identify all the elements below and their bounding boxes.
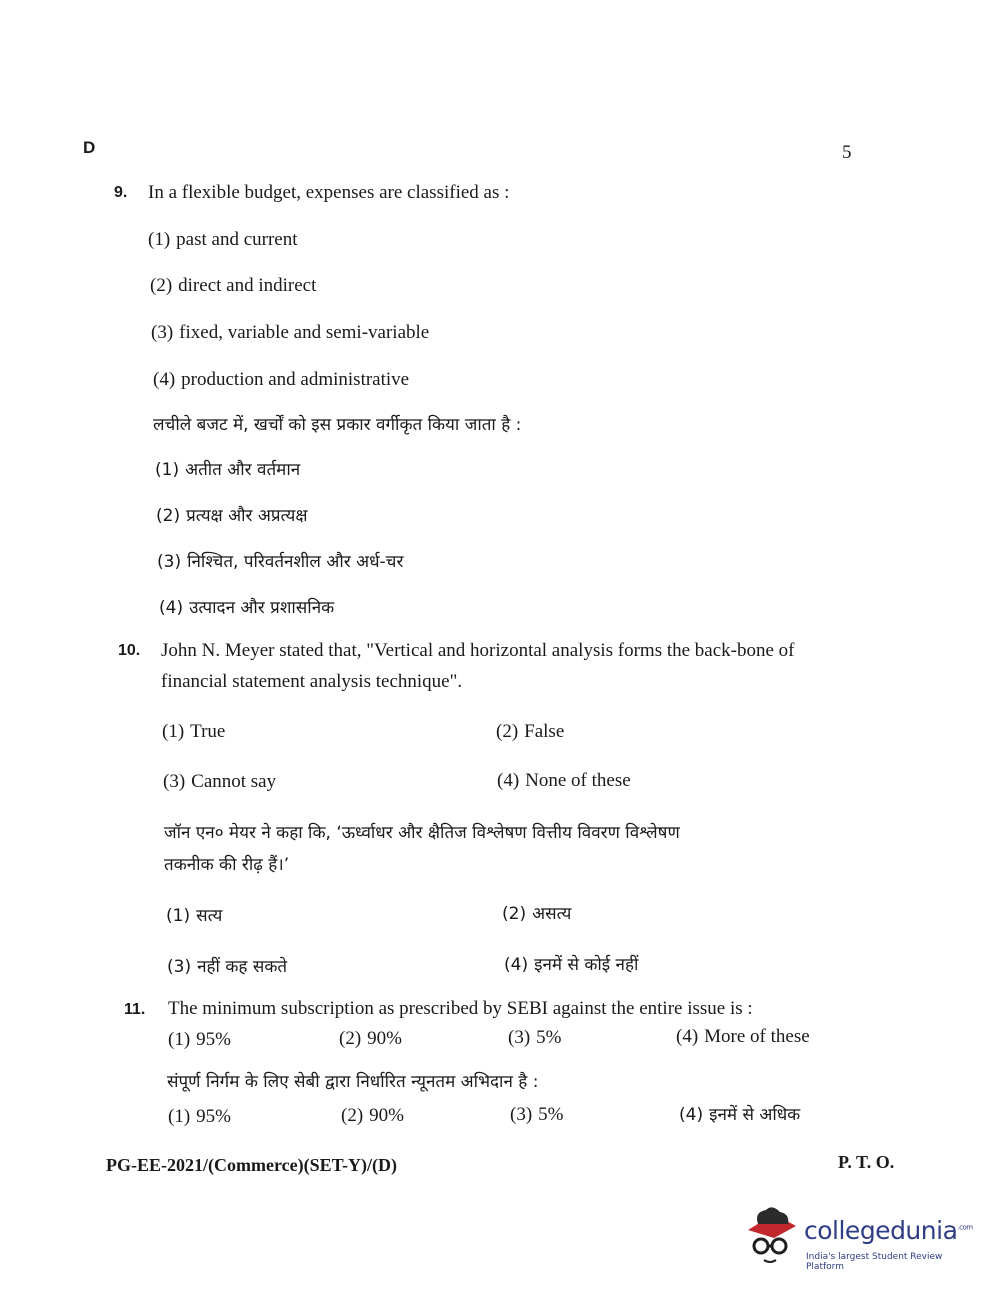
option-hi: (2) 90% (341, 1105, 404, 1126)
option-en: (1) 95% (168, 1029, 231, 1050)
question-text-hi: संपूर्ण निर्गम के लिए सेबी द्वारा निर्धारित न्यूनतम अभिदान है : (167, 1072, 539, 1092)
question-text-en-line1: John N. Meyer stated that, "Vertical and horizontal analysis forms the back-bone of (161, 640, 795, 661)
question-text-en: The minimum subscription as prescribed by SEBI against the entire issue is : (168, 998, 753, 1019)
option-en: (3) fixed, variable and semi-variable (151, 322, 430, 343)
option-hi: (1) सत्य (166, 906, 223, 926)
option-hi: (1) 95% (168, 1106, 231, 1127)
page-number: 5 (842, 142, 852, 163)
question-number: 10. (118, 642, 141, 659)
option-hi: (1) अतीत और वर्तमान (155, 460, 301, 480)
option-en: (2) 90% (339, 1028, 402, 1049)
question-text-hi: लचीले बजट में, खर्चों को इस प्रकार वर्गीकृत किया जाता है : (153, 415, 522, 435)
set-letter: D (83, 138, 96, 157)
option-hi: (3) निश्चित, परिवर्तनशील और अर्ध-चर (157, 552, 404, 572)
mascot-icon (744, 1204, 802, 1268)
option-hi: (4) इनमें से अधिक (679, 1105, 801, 1125)
option-hi: (3) नहीं कह सकते (167, 957, 288, 977)
option-hi: (2) असत्य (502, 904, 572, 924)
option-en: (3) Cannot say (163, 771, 277, 792)
option-en: (4) More of these (676, 1026, 810, 1047)
question-text-hi-line2: तकनीक की रीढ़ हैं।’ (164, 855, 290, 875)
option-en: (4) production and administrative (153, 369, 410, 390)
question-number: 9. (114, 184, 128, 201)
option-en: (2) direct and indirect (150, 275, 317, 296)
option-en: (3) 5% (508, 1027, 562, 1048)
option-hi: (4) इनमें से कोई नहीं (504, 955, 639, 975)
collegedunia-logo (744, 1204, 974, 1276)
option-en: (1) past and current (148, 229, 298, 250)
option-hi: (2) प्रत्यक्ष और अप्रत्यक्ष (156, 506, 308, 526)
question-text-en: In a flexible budget, expenses are classified as : (148, 182, 510, 203)
question-text-hi-line1: जॉन एन० मेयर ने कहा कि, ‘ऊर्ध्वाधर और क्षैतिज विश्लेषण वित्तीय विवरण विश्लेषण (164, 823, 680, 843)
paper-code: PG-EE-2021/(Commerce)(SET-Y)/(D) (106, 1155, 397, 1175)
pto-label: P. T. O. (838, 1152, 895, 1172)
option-en: (1) True (162, 721, 226, 742)
question-text-en-line2: financial statement analysis technique". (161, 671, 463, 692)
question-number: 11. (124, 1001, 146, 1018)
option-hi: (4) उत्पादन और प्रशासनिक (159, 598, 335, 618)
logo-wordmark: collegedunia$^{.com}$ (804, 1216, 973, 1245)
option-en: (4) None of these (497, 770, 631, 791)
option-hi: (3) 5% (510, 1104, 564, 1125)
option-en: (2) False (496, 721, 565, 742)
logo-tagline: India's largest Student Review Platform (806, 1252, 943, 1272)
